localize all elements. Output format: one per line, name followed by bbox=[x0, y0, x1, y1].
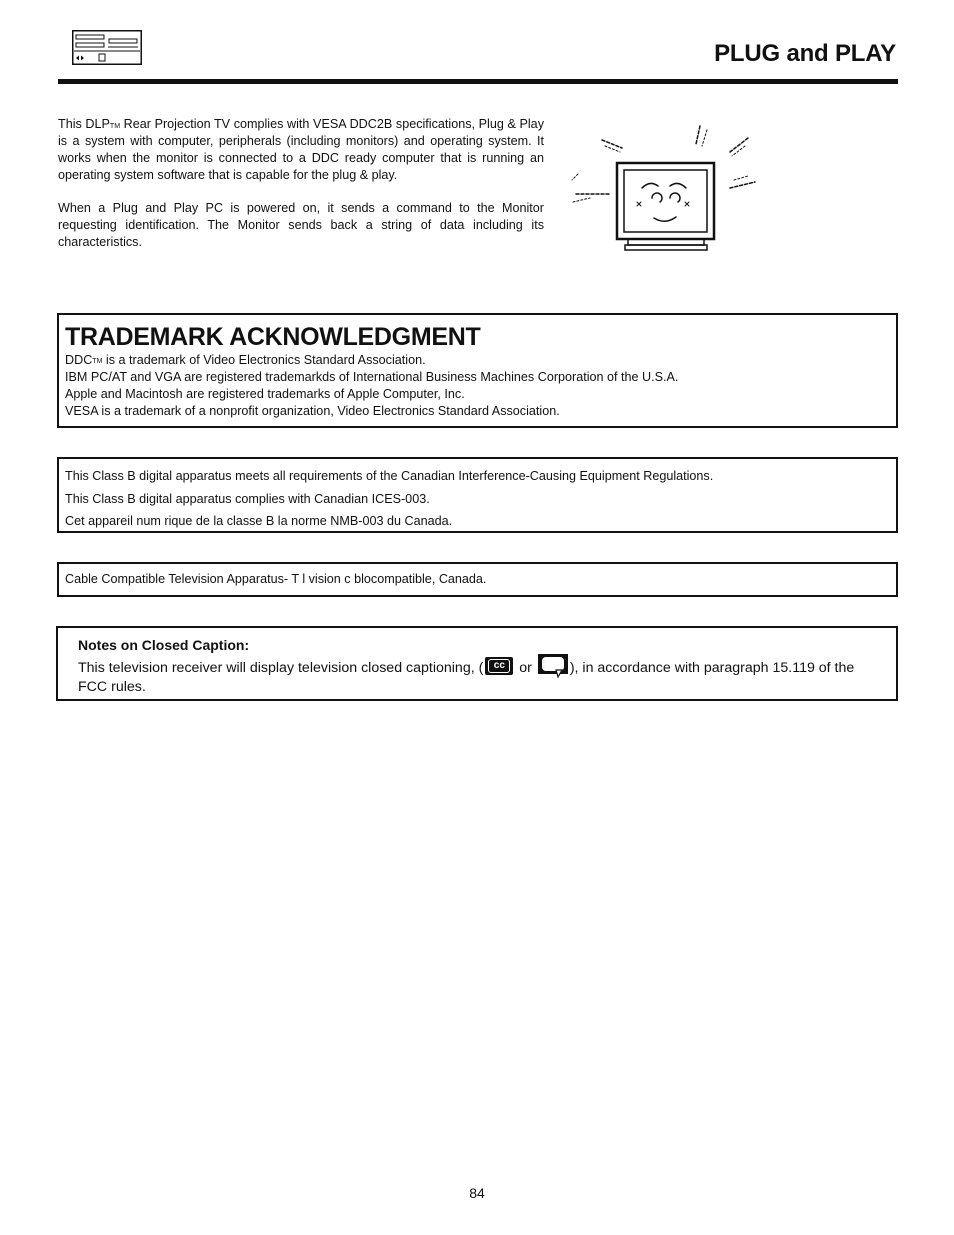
trademark-line-apple: Apple and Macintosh are registered trademarks of Apple Computer, Inc. bbox=[65, 387, 465, 401]
happy-tv-icon bbox=[570, 122, 760, 256]
trademark-acknowledgment-box bbox=[57, 313, 898, 428]
caption-bubble-icon bbox=[538, 654, 568, 678]
trademark-line-ibm: IBM PC/AT and VGA are registered trademarkds of International Business Machines Corporation of the U.S.A. bbox=[65, 370, 679, 384]
closed-caption-body: This television receiver will display television closed captioning, ( cc or ), in accordance with paragraph 15.119 of the FCC rules. bbox=[78, 654, 884, 697]
trademark-superscript: TM bbox=[109, 123, 121, 130]
cable-line: Cable Compatible Television Apparatus- T l vision c blocompatible, Canada. bbox=[65, 572, 487, 586]
trademark-heading: TRADEMARK ACKNOWLEDGMENT bbox=[65, 323, 481, 351]
canada-line-3: Cet appareil num rique de la classe B la norme NMB-003 du Canada. bbox=[65, 514, 453, 528]
canada-line-1: This Class B digital apparatus meets all requirements of the Canadian Interference-Causing Equipment Regulations. bbox=[65, 469, 714, 483]
closed-caption-notes-box bbox=[56, 626, 898, 701]
intro-paragraph-1: This DLP™ Rear Projection TV complies with VESA DDC2B specifications, Plug & Play is a system with computer, peripherals (including monitors) and operating system. It works when the monitor is connected to a DDC ready computer that is running an operating system software that is capable for the plug & play. bbox=[58, 117, 544, 182]
page-number: 84 bbox=[469, 1185, 485, 1201]
trademark-line-ddc: DDC™ is a trademark of Video Electronics Standard Association. bbox=[65, 353, 426, 367]
cc-icon: cc bbox=[485, 657, 513, 675]
trademark-superscript: TM bbox=[92, 358, 103, 365]
vcr-icon bbox=[72, 30, 142, 65]
canada-line-2: This Class B digital apparatus complies with Canadian ICES-003. bbox=[65, 491, 430, 506]
header-rule bbox=[58, 79, 898, 84]
intro-paragraph-2: When a Plug and Play PC is powered on, it sends a command to the Monitor requesting identification. The Monitor sends back a string of data including its characteristics. bbox=[58, 201, 544, 249]
cable-compatible-box bbox=[57, 562, 898, 597]
page-title: PLUG and PLAY bbox=[714, 40, 896, 67]
closed-caption-heading: Notes on Closed Caption: bbox=[78, 637, 250, 653]
canada-compliance-box bbox=[57, 457, 898, 533]
intro-section bbox=[58, 116, 544, 267]
trademark-line-vesa: VESA is a trademark of a nonprofit organization, Video Electronics Standard Association. bbox=[65, 404, 560, 418]
